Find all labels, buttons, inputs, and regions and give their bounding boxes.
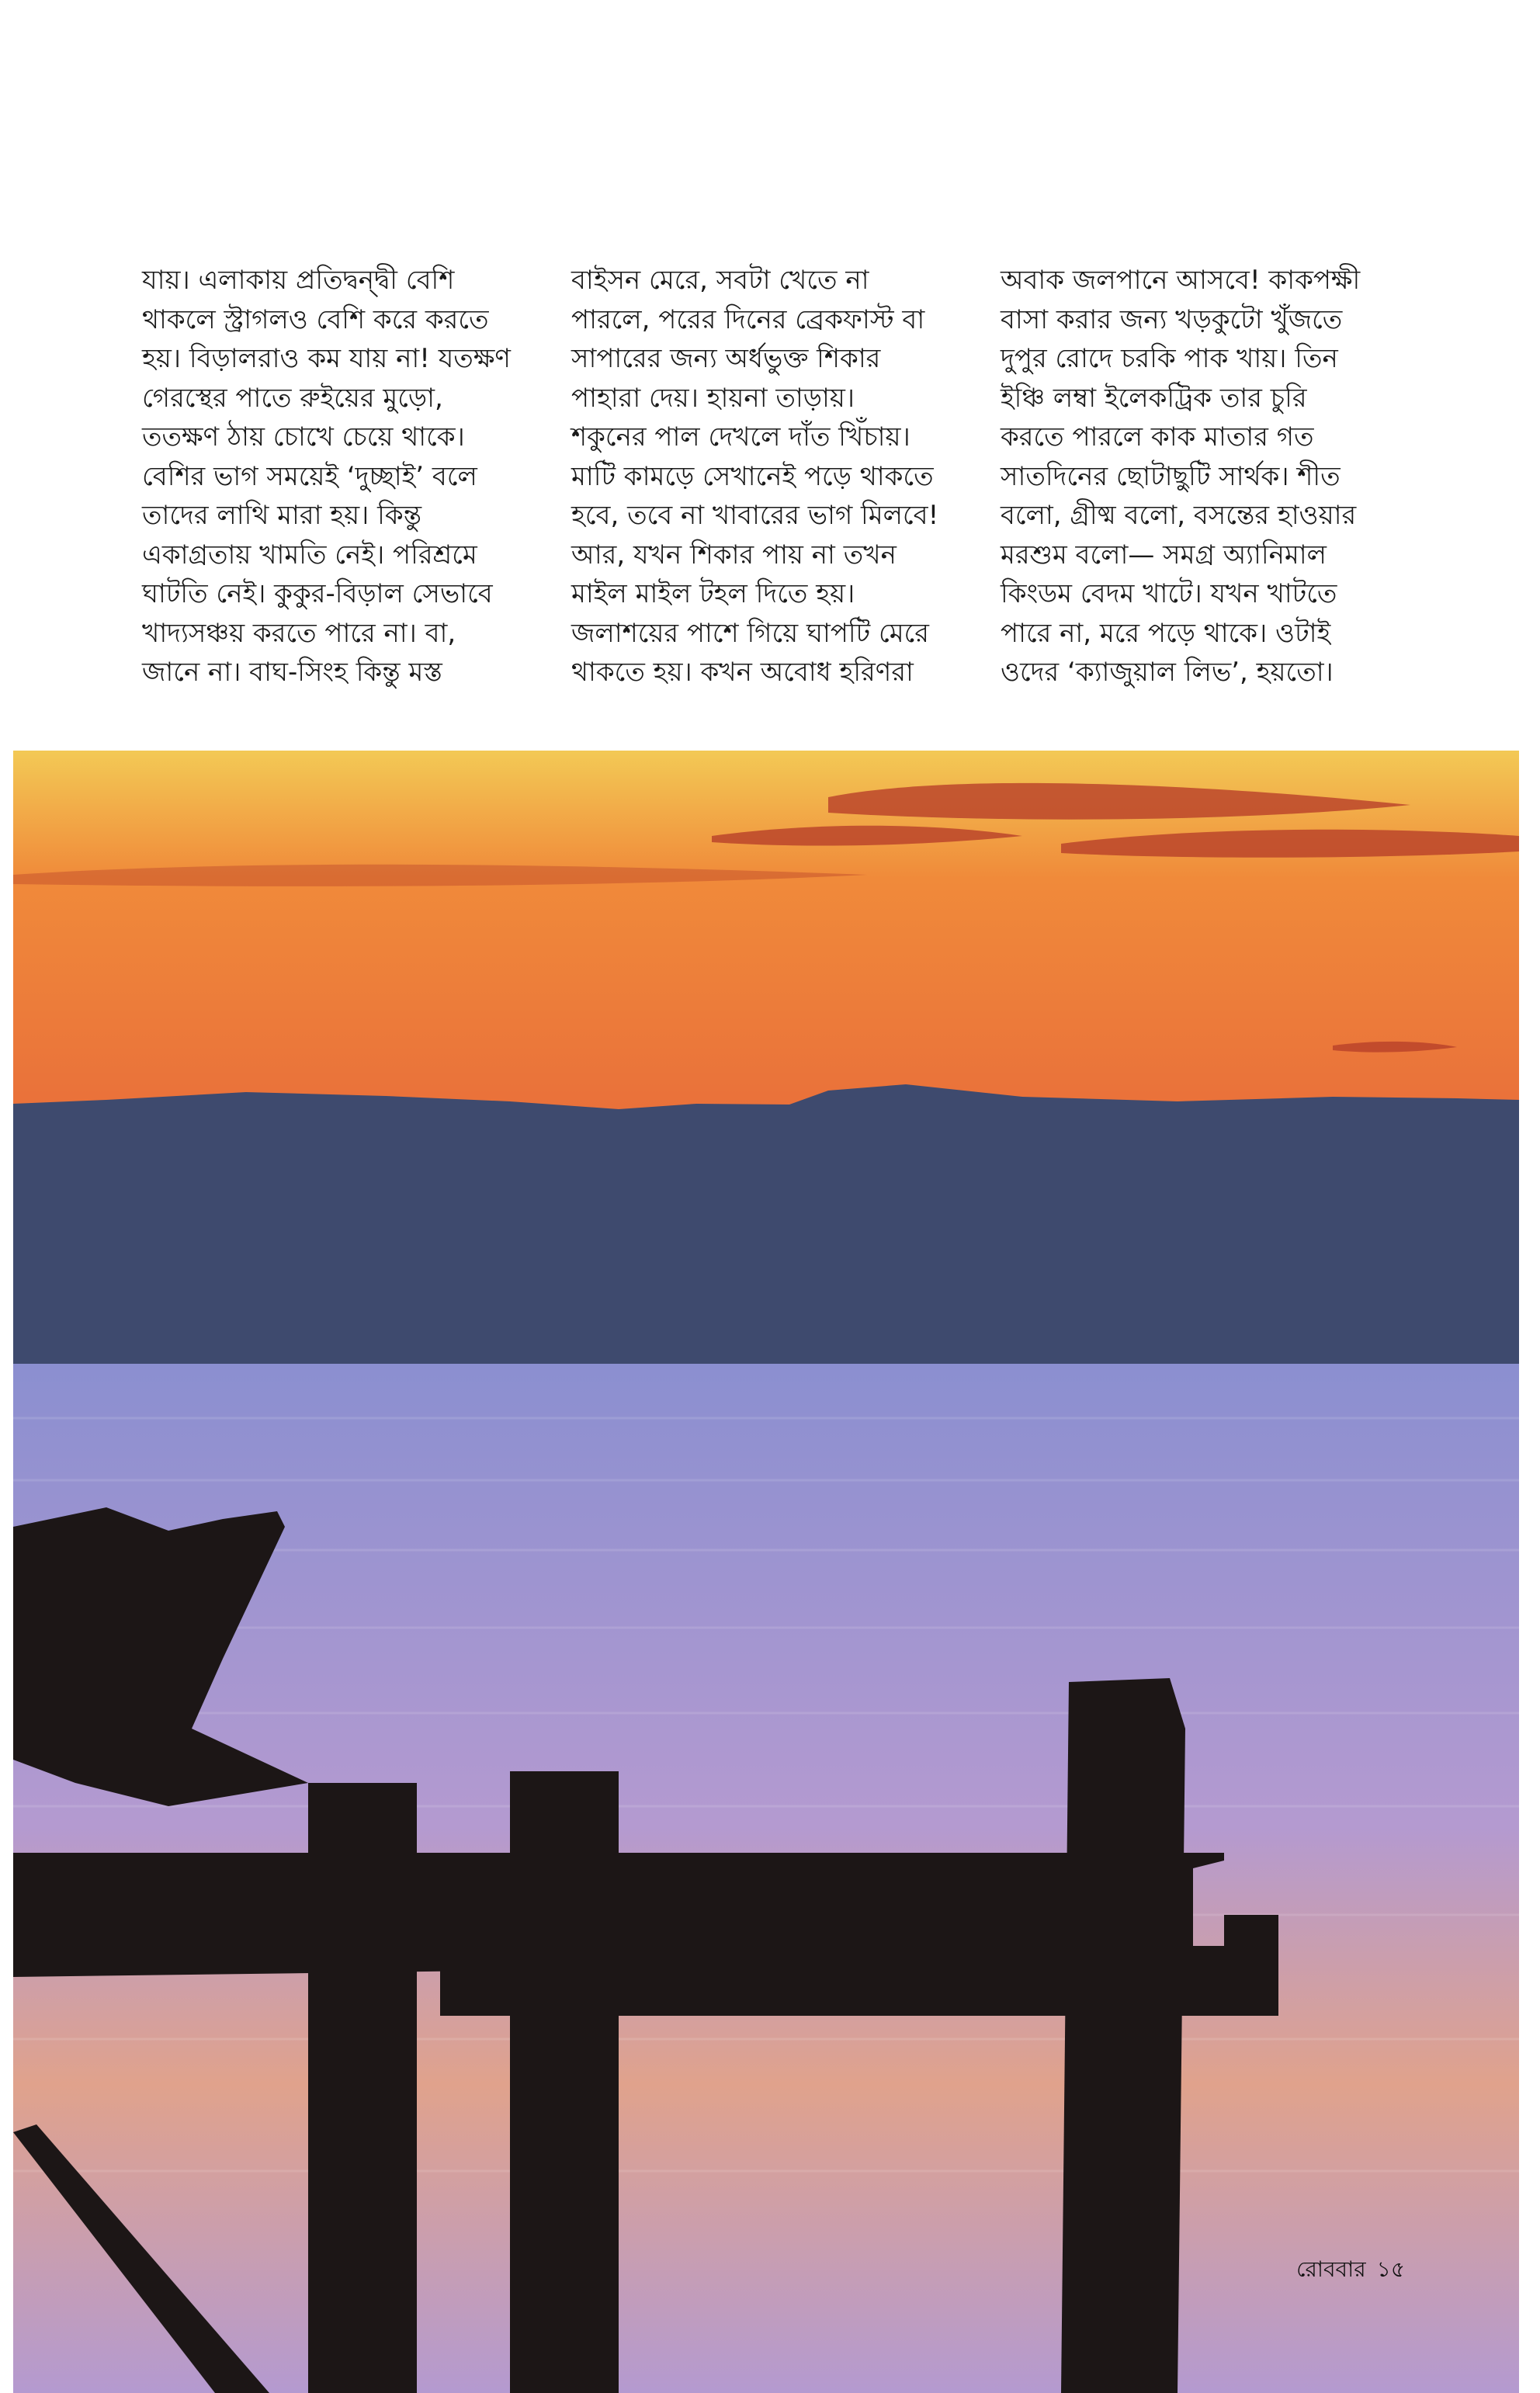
text-line: কিংডম বেদম খাটে। যখন খাটতে xyxy=(1001,578,1337,609)
text-column-1 xyxy=(142,261,546,692)
text-line: পারলে, পরের দিনের ব্রেকফাস্ট বা xyxy=(571,303,925,335)
text-line: দুপুর রোদে চরকি পাক খায়। তিন xyxy=(1001,343,1338,374)
text-line: জানে না। বাঘ-সিংহ কিন্তু মস্ত xyxy=(142,657,442,688)
text-line: মাটি কামড়ে সেখানেই পড়ে থাকতে xyxy=(571,460,934,492)
page-folio xyxy=(1265,2254,1405,2285)
text-line: থাকলে স্ট্রাগলও বেশি করে করতে xyxy=(142,303,489,335)
text-line: হয়। বিড়ালরাও কম যায় না! যতক্ষণ xyxy=(142,343,511,374)
text-line: ইঞ্চি লম্বা ইলেকট্রিক তার চুরি xyxy=(1001,382,1307,414)
folio-section: রোববার xyxy=(1296,2256,1366,2282)
text-line: করতে পারলে কাক মাতার গত xyxy=(1001,421,1314,453)
text-line: পারে না, মরে পড়ে থাকে। ওটাই xyxy=(1001,617,1331,649)
text-column-2 xyxy=(571,261,975,692)
text-line: বাইসন মেরে, সবটা খেতে না xyxy=(571,265,869,296)
text-line: ততক্ষণ ঠায় চোখে চেয়ে থাকে। xyxy=(142,421,465,453)
text-line: মাইল মাইল টহল দিতে হয়। xyxy=(571,578,855,609)
text-line: তাদের লাথি মারা হয়। কিন্তু xyxy=(142,500,422,531)
text-line: পাহারা দেয়। হায়না তাড়ায়। xyxy=(571,382,855,414)
text-line: জলাশয়ের পাশে গিয়ে ঘাপটি মেরে xyxy=(571,617,930,649)
article-body xyxy=(142,261,1400,703)
text-line: ঘাটতি নেই। কুকুর-বিড়াল সেভাবে xyxy=(142,578,493,609)
text-line: বলো, গ্রীষ্ম বলো, বসন্তের হাওয়ার xyxy=(1001,500,1357,531)
text-line: আর, যখন শিকার পায় না তখন xyxy=(571,539,897,571)
text-line: সাপারের জন্য অর্ধভুক্ত শিকার xyxy=(571,343,881,374)
text-line: অবাক জলপানে আসবে! কাকপক্ষী xyxy=(1001,265,1361,296)
text-line: একাগ্রতায় খামতি নেই। পরিশ্রমে xyxy=(142,539,477,571)
sunset-pier-illustration xyxy=(13,751,1519,2393)
text-line: শকুনের পাল দেখলে দাঁত খিঁচায়। xyxy=(571,421,910,453)
text-line: গেরস্থের পাতে রুইয়ের মুড়ো, xyxy=(142,382,443,414)
sunset-lake-photo xyxy=(13,751,1519,2393)
text-line: বাসা করার জন্য খড়কুটো খুঁজতে xyxy=(1001,303,1343,335)
text-line: থাকতে হয়। কখন অবোধ হরিণরা xyxy=(571,657,914,688)
text-line: খাদ্যসঞ্চয় করতে পারে না। বা, xyxy=(142,617,456,649)
text-line: ওদের ‘ক্যাজুয়াল লিভ’, হয়তো। xyxy=(1001,657,1334,688)
text-line: হবে, তবে না খাবারের ভাগ মিলবে! xyxy=(571,500,939,531)
text-column-3 xyxy=(1001,261,1404,692)
text-line: মরশুম বলো— সমগ্র অ্যানিমাল xyxy=(1001,539,1327,571)
page-number: ১৫ xyxy=(1376,2256,1405,2282)
text-line: যায়। এলাকায় প্রতিদ্বন্দ্বী বেশি xyxy=(142,265,455,296)
hills xyxy=(13,1084,1519,1364)
text-line: সাতদিনের ছোটাছুটি সার্থক। শীত xyxy=(1001,460,1341,492)
text-line: বেশির ভাগ সময়েই ‘দুচ্ছাই’ বলে xyxy=(142,460,477,492)
